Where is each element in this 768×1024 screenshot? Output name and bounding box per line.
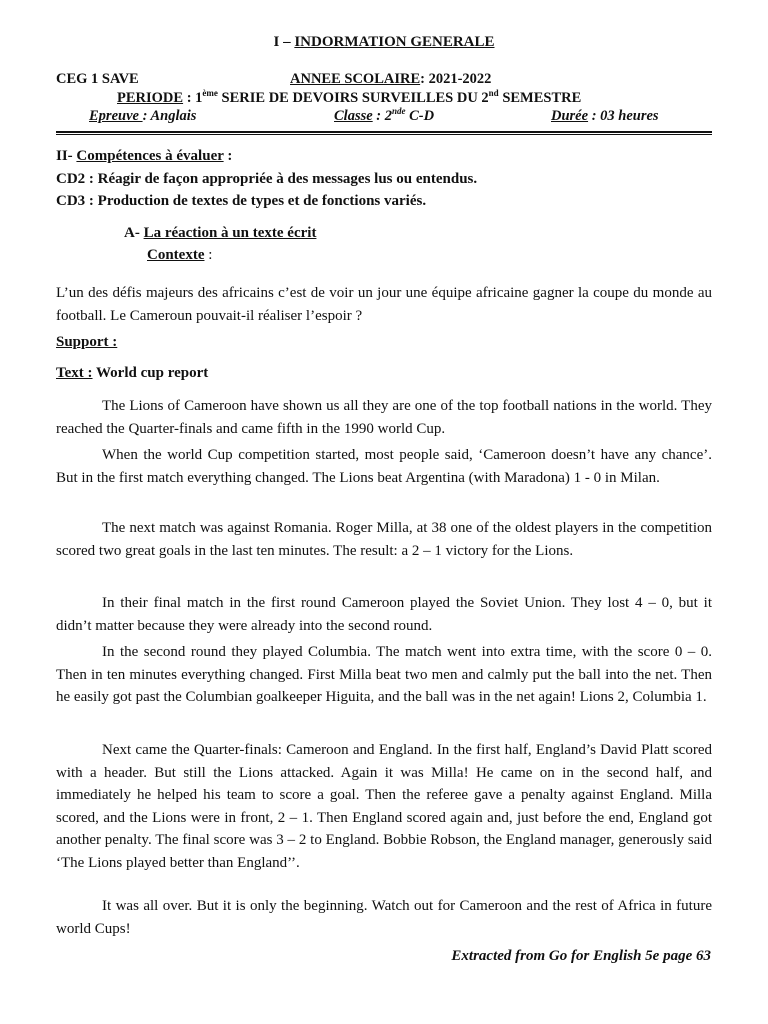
competence-cd3: CD3 : Production de textes de types et de fonctions variés. (56, 193, 427, 209)
competences-heading: II- Compétences à évaluer : (56, 148, 233, 164)
header-divider (56, 131, 712, 135)
paragraph: Next came the Quarter-finals: Cameroon and England. In the first half, England’s David Platt scored with a header. But still the Lions attacked. Again it was Milla! He came on in the second half, and immediately he helped his team to score a goal. Then the referee gave a penalty against England. Milla scored, and the Lions were in front, 2 – 1. Then England scored again and, just before the end, England got another penalty. The final score was 3 – 2 to England. Bobbie Robson, the England manager, generously said ‘The Lions played better than England’’. (56, 742, 712, 871)
paragraph: When the world Cup competition started, most people said, ‘Cameroon doesn’t have any chance’. But in the first match everything changed. The Lions beat Argentina (with Maradona) 1 - 0 in Milan. (56, 447, 712, 486)
paragraph: The Lions of Cameroon have shown us all they are one of the top football nations in the world. They reached the Quarter-finals and came fifth in the 1990 world Cup. (56, 398, 712, 437)
competence-cd2: CD2 : Réagir de façon appropriée à des messages lus ou entendus. (56, 171, 478, 187)
source-citation: Extracted from Go for English 5e page 63 (451, 948, 711, 964)
text-heading: Text : World cup report (56, 365, 209, 381)
exam-period: PERIODE : 1ème SERIE DE DEVOIRS SURVEILLES DU 2nd SEMESTRE (117, 88, 582, 106)
paragraph: In the second round they played Columbia. The match went into extra time, with the score 0 – 0. Then in ten minutes everything changed. First Milla beat two men and calmly put the ball into the net. Then he easily got past the Columbian goalkeeper Higuita, and the ball was in the net again! Lions 2, Columbia 1. (56, 644, 712, 705)
context-label: Contexte : (147, 247, 213, 263)
school-name: CEG 1 SAVE (56, 71, 139, 87)
exam-duration: Durée : 03 heures (551, 108, 659, 124)
support-label: Support : (56, 334, 118, 350)
paragraph: In their final match in the first round Cameroon played the Soviet Union. They lost 4 – 0, but it didn’t matter because they were already into the second round. (56, 595, 712, 634)
paragraph: The next match was against Romania. Roger Milla, at 38 one of the oldest players in the competition scored two great goals in the last ten minutes. The result: a 2 – 1 victory for the Lions. (56, 520, 712, 559)
context-paragraph: L’un des défis majeurs des africains c’est de voir un jour une équipe africaine gagner la coupe du monde au football. Le Cameroun pouvait-il réaliser l’espoir ? (56, 285, 712, 324)
section-a-heading: A- La réaction à un texte écrit (124, 225, 317, 241)
paragraph: It was all over. But it is only the beginning. Watch out for Cameroon and the rest of Africa in future world Cups! (56, 898, 712, 937)
exam-class: Classe : 2nde C-D (334, 106, 435, 124)
school-year: ANNEE SCOLAIRE: 2021-2022 (290, 71, 492, 87)
exam-subject: Epreuve : Anglais (89, 108, 197, 124)
general-info-title: I – INDORMATION GENERALE (273, 34, 495, 50)
